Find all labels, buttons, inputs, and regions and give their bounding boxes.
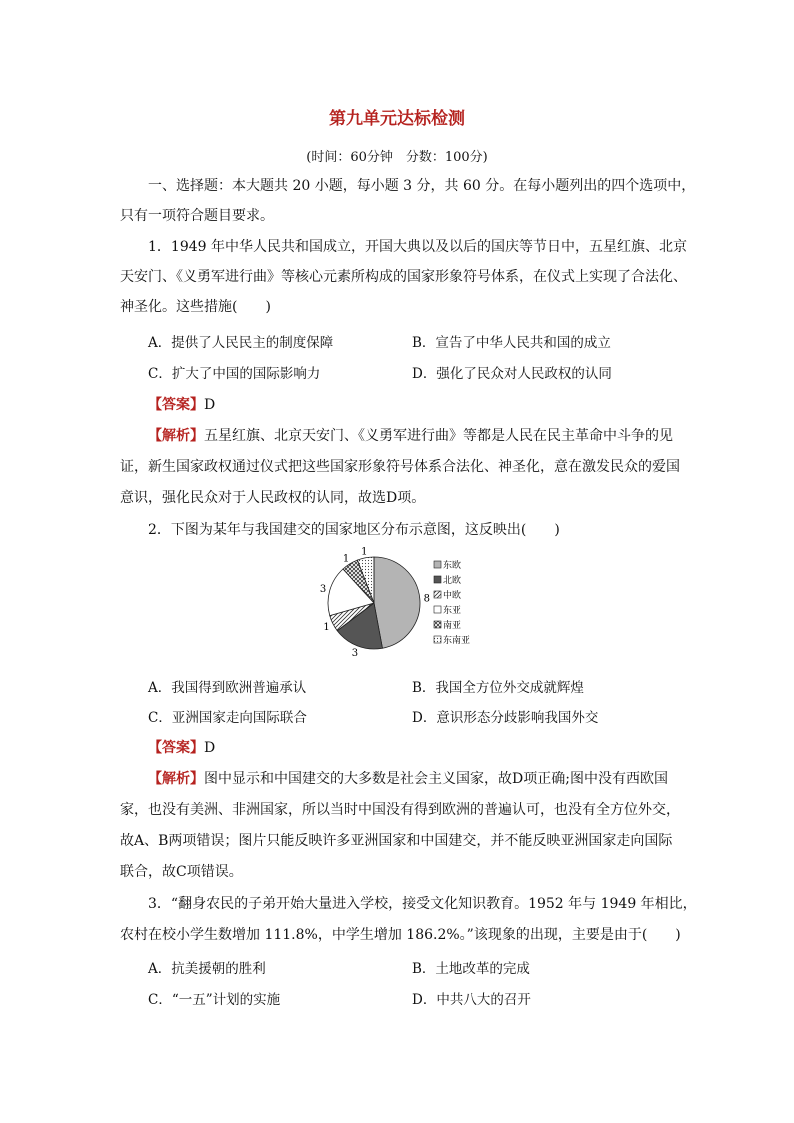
- legend-swatch: [434, 636, 441, 643]
- legend-swatch: [434, 621, 441, 628]
- question-1-text-3: 神圣化。这些措施( ): [120, 299, 271, 315]
- answer-value: D: [204, 397, 216, 413]
- question-3-option-b: B．土地改革的完成: [412, 961, 530, 977]
- question-3-option-a: A．抗美援朝的胜利: [148, 961, 266, 977]
- question-1-answer: [148, 394, 215, 414]
- answer-value: D: [204, 740, 216, 756]
- question-1-option-a: A．提供了人民民主的制度保障: [148, 335, 334, 351]
- slice-value-label: 8: [423, 593, 430, 605]
- exam-info: (时间：60分钟 分数：100分): [306, 150, 488, 165]
- legend-label: 北欧: [443, 576, 462, 586]
- question-3-option-c: C．“一五”计划的实施: [148, 992, 281, 1008]
- analysis-text: 图中显示和中国建交的大多数是社会主义国家，故D项正确;图中没有西欧国: [204, 771, 668, 787]
- legend-swatch: [434, 591, 441, 598]
- question-2-analysis: [148, 768, 668, 788]
- legend-label: 南亚: [443, 621, 462, 631]
- question-2-option-b: B．我国全方位外交成就辉煌: [412, 680, 584, 696]
- legend-swatch: [434, 576, 441, 583]
- question-1-option-b: B．宣告了中华人民共和国的成立: [412, 335, 611, 351]
- question-1-option-d: D．强化了民众对人民政权的认同: [412, 366, 612, 382]
- question-1-option-c: C．扩大了中国的国际影响力: [148, 366, 321, 382]
- question-2-analysis-4: 联合，故C项错误。: [120, 864, 243, 880]
- question-1-text: 1．1949 年中华人民共和国成立，开国大典以及以后的国庆等节日中，五星红旗、北京: [148, 239, 687, 255]
- analysis-tag: 【解析】: [148, 428, 204, 444]
- question-2-option-c: C．亚洲国家走向国际联合: [148, 710, 307, 726]
- slice-value-label: 1: [342, 553, 350, 565]
- legend-label: 东亚: [443, 606, 462, 616]
- analysis-tag: 【解析】: [148, 771, 204, 787]
- slice-value-label: 3: [319, 584, 327, 595]
- question-2-analysis-2: 家，也没有美洲、非洲国家，所以当时中国没有得到欧洲的普遍认可，也没有全方位外交，: [120, 802, 680, 818]
- question-2-analysis-3: 故A、B两项错误；图片只能反映许多亚洲国家和中国建交，并不能反映亚洲国家走向国际: [120, 833, 673, 849]
- question-1-text-2: 天安门、《义勇军进行曲》等核心元素所构成的国家形象符号体系，在仪式上实现了合法化、: [120, 269, 687, 285]
- question-1-analysis-3: 意识，强化民众对于人民政权的认同，故选D项。: [120, 490, 426, 506]
- section-intro: 一、选择题：本大题共 20 小题，每小题 3 分，共 60 分。在每小题列出的四个选项中，: [148, 178, 696, 194]
- legend-swatch: [434, 606, 441, 613]
- slice-value-label: 1: [323, 622, 330, 634]
- legend-label: 东欧: [443, 561, 462, 571]
- question-2-option-d: D．意识形态分歧影响我国外交: [412, 710, 599, 726]
- slice-value-label: 3: [351, 647, 359, 659]
- section-intro-cont: 只有一项符合题目要求。: [120, 208, 274, 224]
- question-3-option-d: D．中共八大的召开: [412, 992, 531, 1008]
- question-3-text-2: 农村在校小学生数增加 111.8%，中学生增加 186.2%。”该现象的出现，主要是由于( ): [120, 927, 681, 943]
- legend-label: 中欧: [443, 591, 462, 601]
- question-3-text: 3．“翻身农民的子弟开始大量进入学校，接受文化知识教育。1952 年与 1949 年相比，: [148, 896, 697, 912]
- question-2-text: 2．下图为某年与我国建交的国家地区分布示意图，这反映出( ): [148, 522, 560, 538]
- legend-label: 东南亚: [443, 636, 471, 646]
- answer-tag: 【答案】: [148, 397, 204, 413]
- question-2-option-a: A．我国得到欧洲普遍承认: [148, 680, 307, 696]
- legend-swatch: [434, 561, 441, 568]
- slice-value-label: 1: [361, 546, 368, 558]
- page-title: 第九单元达标检测: [329, 109, 465, 129]
- question-2-answer: [148, 737, 215, 757]
- question-1-analysis-2: 证，新生国家政权通过仪式把这些国家形象符号体系合法化、神圣化，意在激发民众的爱国: [120, 459, 680, 475]
- pie-chart: [310, 546, 490, 665]
- analysis-text: 五星红旗、北京天安门、《义勇军进行曲》等都是人民在民主革命中斗争的见: [204, 428, 673, 444]
- question-1-analysis: [148, 425, 673, 445]
- answer-tag: 【答案】: [148, 740, 204, 756]
- pie-slice-0: [374, 557, 420, 648]
